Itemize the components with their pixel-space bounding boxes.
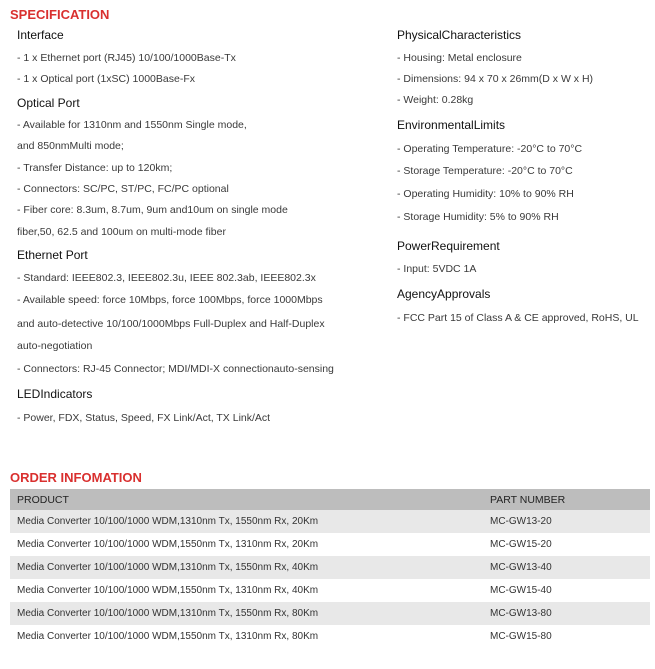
ethernet-port-item: and auto-detective 10/100/1000Mbps Full-Duplex and Half-Duplex xyxy=(17,318,325,330)
agency-item: - FCC Part 15 of Class A & CE approved, RoHS, UL xyxy=(397,312,639,324)
part-number-cell: MC-GW13-80 xyxy=(486,602,650,625)
interface-item: - 1 x Ethernet port (RJ45) 10/100/1000Base-Tx xyxy=(17,52,236,64)
optical-port-item: fiber,50, 62.5 and 100um on multi-mode fiber xyxy=(17,226,226,238)
part-number-cell: MC-GW15-40 xyxy=(490,585,552,596)
table-row xyxy=(10,602,650,625)
environmental-item: - Storage Humidity: 5% to 90% RH xyxy=(397,211,559,223)
ethernet-port-item: - Available speed: force 10Mbps, force 100Mbps, force 1000Mbps xyxy=(17,294,323,306)
product-cell: Media Converter 10/100/1000 WDM,1310nm Tx, 1550nm Rx, 20Km xyxy=(10,510,486,533)
optical-port-item: - Transfer Distance: up to 120km; xyxy=(17,162,173,174)
environmental-heading: EnvironmentalLimits xyxy=(397,118,506,132)
order-information-title: ORDER INFOMATION xyxy=(10,470,142,485)
part-number-cell: MC-GW13-40 xyxy=(486,556,650,579)
agency-heading: AgencyApprovals xyxy=(397,287,491,301)
optical-port-heading: Optical Port xyxy=(17,96,80,110)
physical-item: - Dimensions: 94 x 70 x 26mm(D x W x H) xyxy=(397,73,594,85)
environmental-item: - Operating Humidity: 10% to 90% RH xyxy=(397,188,574,200)
product-cell: Media Converter 10/100/1000 WDM,1310nm Tx, 1550nm Rx, 40Km xyxy=(10,556,486,579)
table-row xyxy=(10,510,650,533)
power-item: - Input: 5VDC 1A xyxy=(397,263,477,275)
led-indicators-heading: LEDIndicators xyxy=(17,387,93,401)
physical-item: - Weight: 0.28kg xyxy=(397,94,474,106)
order-table-header xyxy=(10,489,650,510)
ethernet-port-heading: Ethernet Port xyxy=(17,248,88,262)
ethernet-port-item: - Standard: IEEE802.3, IEEE802.3u, IEEE 802.3ab, IEEE802.3x xyxy=(17,272,316,284)
physical-heading: PhysicalCharacteristics xyxy=(397,28,522,42)
led-indicators-item: - Power, FDX, Status, Speed, FX Link/Act, TX Link/Act xyxy=(17,412,271,424)
table-row xyxy=(10,579,650,602)
table-row xyxy=(10,625,650,648)
environmental-item: - Operating Temperature: -20°C to 70°C xyxy=(397,143,583,155)
optical-port-item: - Connectors: SC/PC, ST/PC, FC/PC optional xyxy=(17,183,229,195)
power-heading: PowerRequirement xyxy=(397,239,500,253)
table-row xyxy=(10,556,650,579)
product-cell: Media Converter 10/100/1000 WDM,1550nm Tx, 1310nm Rx, 20Km xyxy=(17,539,319,550)
physical-item: - Housing: Metal enclosure xyxy=(397,52,522,64)
product-column-header: PRODUCT xyxy=(10,489,486,510)
interface-item: - 1 x Optical port (1xSC) 1000Base-Fx xyxy=(17,73,195,85)
optical-port-item: - Available for 1310nm and 1550nm Single mode, xyxy=(17,119,247,131)
optical-port-item: - Fiber core: 8.3um, 8.7um, 9um and10um on single mode xyxy=(17,204,288,216)
product-cell: Media Converter 10/100/1000 WDM,1550nm Tx, 1310nm Rx, 40Km xyxy=(17,585,319,596)
part-number-cell: MC-GW13-20 xyxy=(486,510,650,533)
order-table xyxy=(10,489,650,648)
part-number-column-header: PART NUMBER xyxy=(486,489,650,510)
specification-title: SPECIFICATION xyxy=(10,7,110,22)
ethernet-port-item: auto-negotiation xyxy=(17,340,93,352)
ethernet-port-item: - Connectors: RJ-45 Connector; MDI/MDI-X connectionauto-sensing xyxy=(17,363,334,375)
product-cell: Media Converter 10/100/1000 WDM,1310nm Tx, 1550nm Rx, 80Km xyxy=(10,602,486,625)
optical-port-item: and 850nmMulti mode; xyxy=(17,140,124,152)
environmental-item: - Storage Temperature: -20°C to 70°C xyxy=(397,165,573,177)
interface-heading: Interface xyxy=(17,28,64,42)
table-row xyxy=(10,533,650,556)
part-number-cell: MC-GW15-20 xyxy=(490,539,552,550)
product-cell: Media Converter 10/100/1000 WDM,1550nm Tx, 1310nm Rx, 80Km xyxy=(17,631,319,642)
part-number-cell: MC-GW15-80 xyxy=(490,631,552,642)
